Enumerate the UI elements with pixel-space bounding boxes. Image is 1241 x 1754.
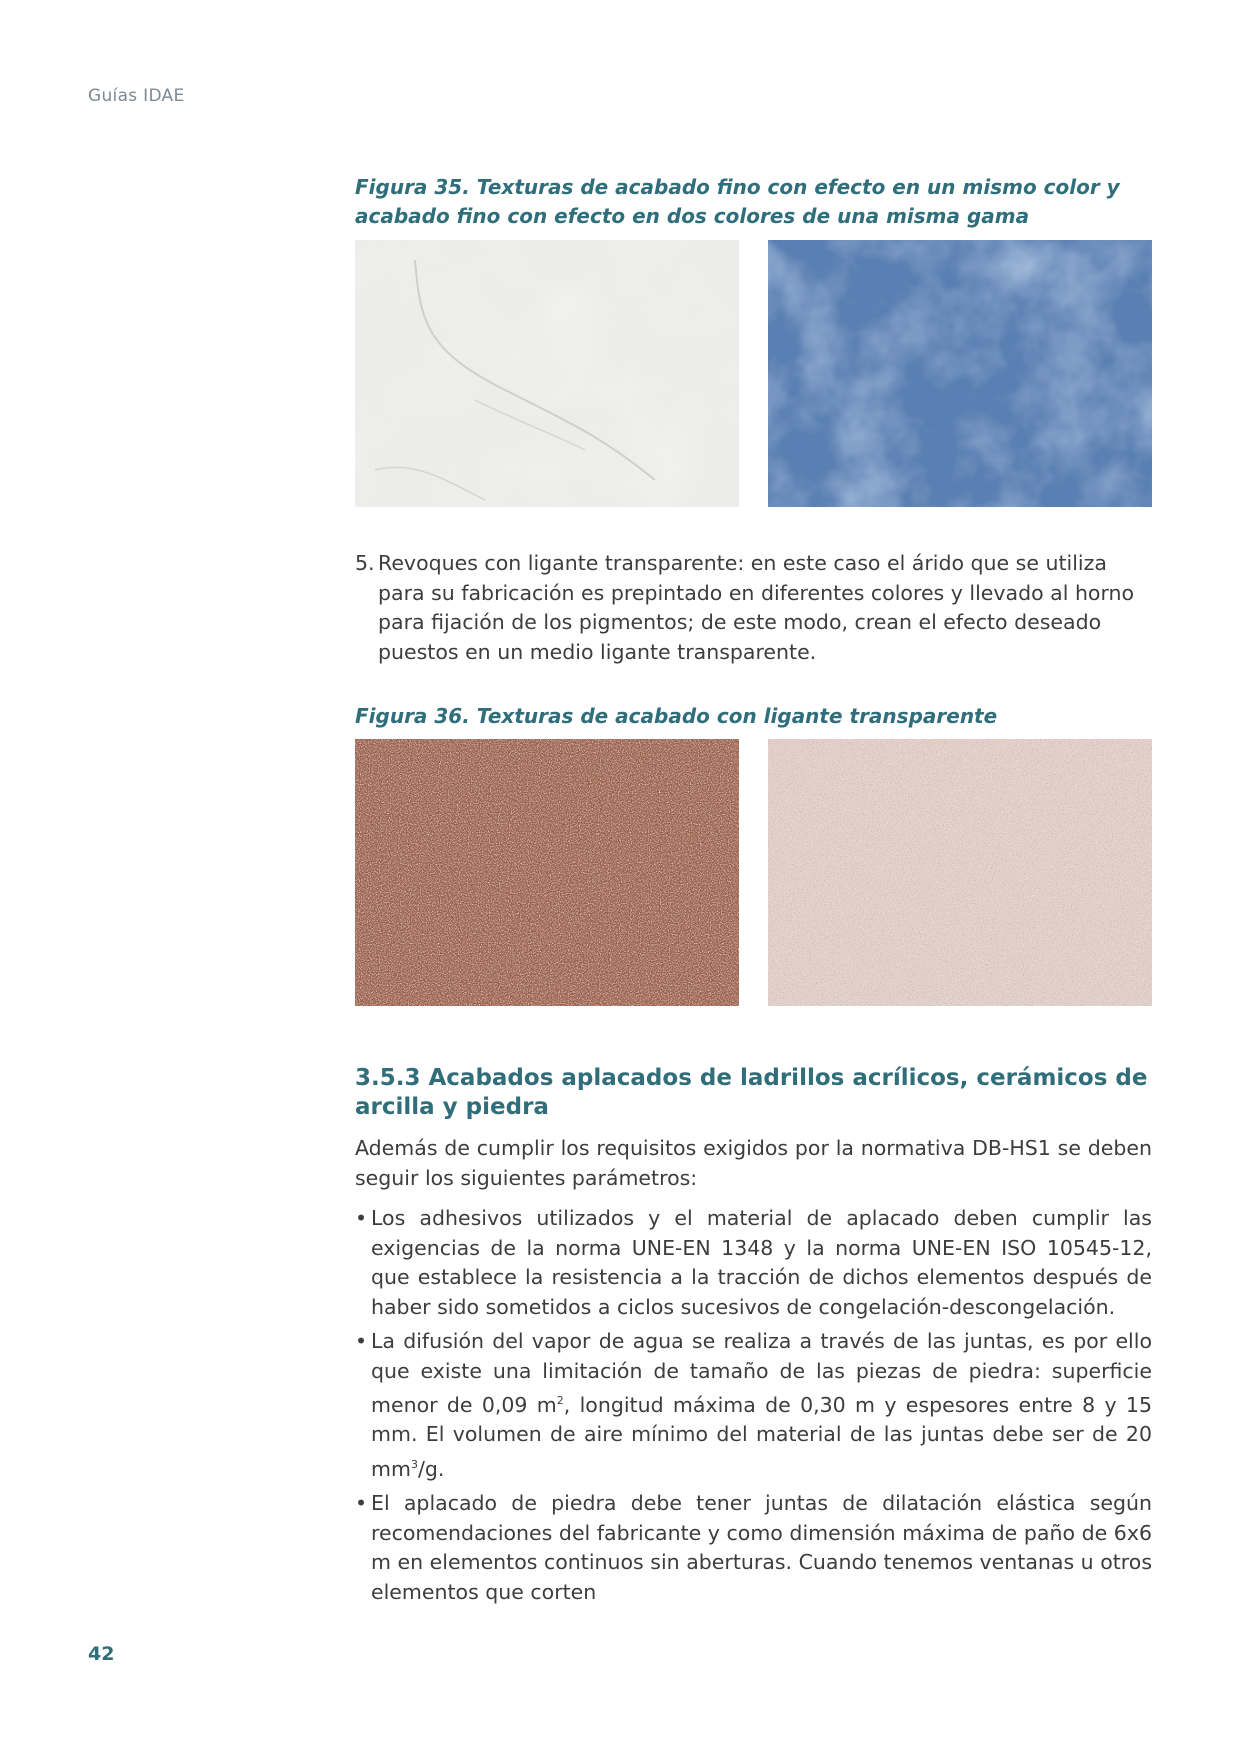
- bullet-icon: •: [355, 1491, 368, 1516]
- numbered-item-5: [355, 549, 1152, 667]
- item-number: 5.: [355, 551, 375, 575]
- texture-image-red-granular: [355, 739, 739, 1006]
- running-header: Guías IDAE: [88, 86, 185, 106]
- figure-36-caption: Figura 36. Texturas de acabado con ligante transparente: [355, 704, 998, 728]
- page-number: 42: [88, 1643, 115, 1665]
- section-3-5-3: [355, 1064, 1152, 1612]
- texture-image-blue: [768, 240, 1152, 507]
- figure-36: [355, 739, 1152, 1006]
- bullet-list: [355, 1204, 1152, 1607]
- list-item: [355, 1489, 1152, 1607]
- item-text: Revoques con ligante transparente: en este caso el árido que se utiliza para su fabricación es prepintado en diferentes colores y llevado al horno para fijación de los pigmentos; de este modo, crean el efecto deseado puestos en un medio ligante transparente.: [378, 551, 1135, 664]
- bullet-icon: •: [355, 1329, 368, 1353]
- section-heading: 3.5.3 Acabados aplacados de ladrillos acrílicos, cerámicos de arcilla y piedra: [355, 1065, 1148, 1120]
- bullet-text: El aplacado de piedra debe tener juntas de dilatación elástica según recomendaciones del fabricante y como dimensión máxima de paño de 6x6 m en elementos continuos sin aberturas. Cuando tenemos ventanas u otros elementos que corten: [371, 1491, 1152, 1604]
- list-item: [355, 1327, 1152, 1484]
- texture-image-light-granular: [768, 739, 1152, 1006]
- figure-35: [355, 240, 1152, 507]
- bullet-icon: •: [355, 1206, 368, 1230]
- bullet-text: La difusión del vapor de agua se realiza a través de las juntas, es por ello que existe una limitación de tamaño de las piezas de piedra: superficie menor de 0,09 $m^2$, longitud máxima de 0,30 m y espesores entre 8 y 15 mm. El volumen de aire mínimo del material de las juntas debe ser de 20 $mm^3/g$.: [371, 1329, 1152, 1481]
- texture-image-white: [355, 240, 739, 507]
- bullet-text: Los adhesivos utilizados y el material de aplacado deben cumplir las exigencias de la norma UNE-EN 1348 y la norma UNE-EN ISO 10545-12, que establece la resistencia a la tracción de dichos elementos después de haber sido sometidos a ciclos sucesivos de congelación-descongelación.: [371, 1206, 1152, 1319]
- section-intro: Además de cumplir los requisitos exigidos por la normativa DB-HS1 se deben seguir los siguientes parámetros:: [355, 1136, 1152, 1190]
- list-item: [355, 1204, 1152, 1322]
- figure-35-caption: Figura 35. Texturas de acabado fino con efecto en un mismo color y acabado fino con efecto en dos colores de una misma gama: [355, 175, 1120, 228]
